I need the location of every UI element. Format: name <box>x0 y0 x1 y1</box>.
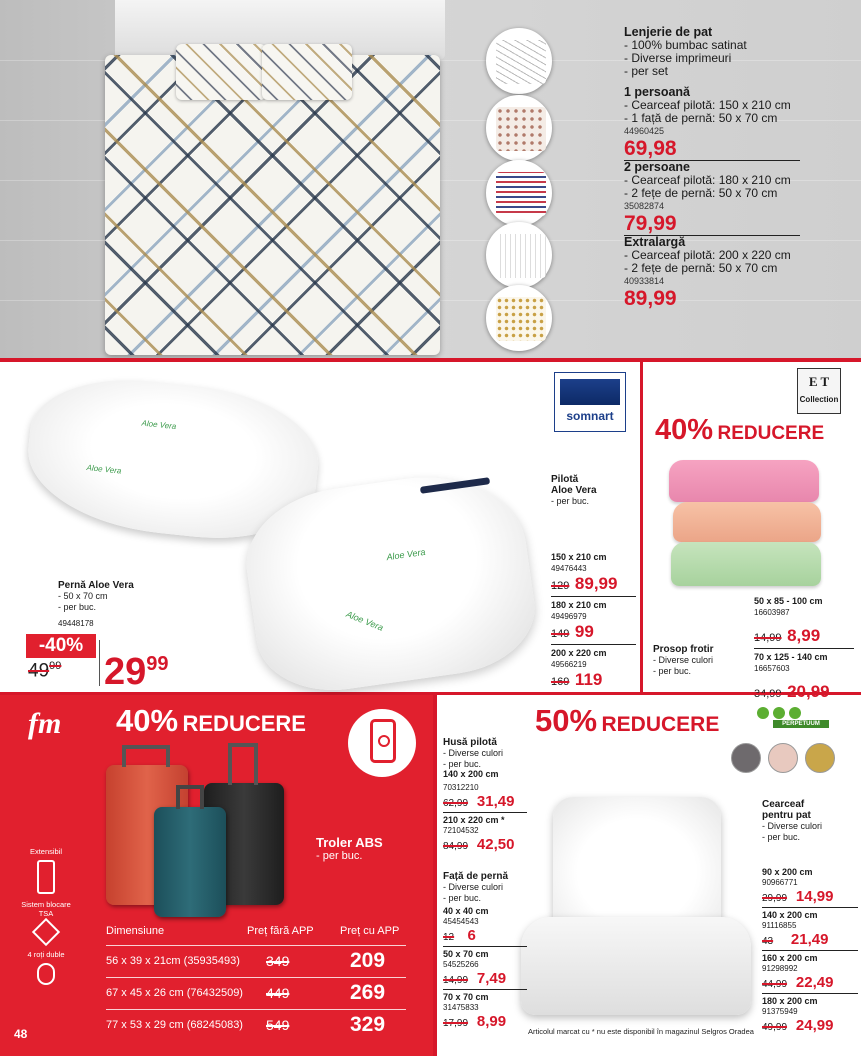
product-code: 49448178 <box>58 619 94 628</box>
old-price: 62,99 <box>443 798 469 809</box>
size-label: 50 x 85 - 100 cm <box>754 596 823 606</box>
new-price: 8,99 <box>476 1013 507 1030</box>
feature-label: 4 roți duble <box>27 950 65 959</box>
duvet-cover-info <box>443 737 533 854</box>
new-price: 20,99 <box>787 682 830 701</box>
product-line: - Diverse culori <box>762 821 823 831</box>
color-swatch[interactable] <box>805 743 835 773</box>
product-code: 49476443 <box>551 564 587 573</box>
new-price <box>104 644 169 692</box>
new-price: 89,99 <box>574 574 618 593</box>
fm-logo: fm <box>28 707 62 740</box>
variant-name: Extralargă <box>624 235 686 249</box>
variant-name: 2 persoane <box>624 160 691 174</box>
banner-word: REDUCERE <box>717 423 825 444</box>
new-price: 14,99 <box>795 888 834 905</box>
product-line: - per buc. <box>58 602 97 612</box>
product-title: Față de pernă <box>443 871 509 882</box>
towel-sizes <box>754 596 854 702</box>
product-code: 49496979 <box>551 612 587 621</box>
app-phone-icon <box>348 709 416 777</box>
pattern-swatch[interactable] <box>486 285 552 351</box>
towel-info <box>653 644 748 677</box>
product-line: - per buc. <box>316 850 363 862</box>
print-label: Aloe Vera <box>86 463 122 476</box>
product-line: - Diverse culori <box>443 748 504 758</box>
table-cell-old: 349 <box>266 953 290 969</box>
new-price: 42,50 <box>476 836 515 853</box>
bed-image <box>105 55 440 355</box>
duvet-info <box>551 474 641 507</box>
double-wheels-icon <box>37 963 55 985</box>
old-price: 49,99 <box>762 1022 788 1033</box>
discount-banner <box>655 414 824 447</box>
size-label: 70 x 70 cm <box>443 992 489 1002</box>
old-price: 17,99 <box>443 1018 469 1029</box>
towel-peach-image <box>673 502 821 542</box>
old-price: 43 <box>762 936 774 947</box>
variant-line: - 2 fețe de pernă: 50 x 70 cm <box>624 261 778 275</box>
bedding-section <box>0 0 861 358</box>
pillow-duvet-section <box>0 362 640 692</box>
product-code: 35082874 <box>624 201 665 211</box>
product-code: 40933814 <box>624 276 665 286</box>
size-label: 210 x 220 cm * <box>443 815 505 825</box>
size-label: 200 x 220 cm <box>551 648 607 658</box>
old-price: 14,99 <box>443 975 469 986</box>
new-price: 22,49 <box>795 974 834 991</box>
tsa-lock-icon <box>32 918 60 946</box>
somnart-logo-text: somnart <box>566 409 614 423</box>
brand-text: PERPETUUM <box>773 720 829 728</box>
product-code: 49566219 <box>551 660 587 669</box>
size-label: 180 x 210 cm <box>551 600 607 610</box>
table-header: Preț fără APP <box>247 925 314 937</box>
extensible-icon <box>37 860 55 894</box>
size-label: 140 x 200 cm <box>762 910 818 920</box>
banner-pct: 40% <box>655 414 714 446</box>
variant-line: - Cearceaf pilotă: 180 x 210 cm <box>624 173 791 187</box>
pillow-image <box>176 44 266 100</box>
features-column <box>20 847 72 989</box>
duvet-sizes <box>551 552 636 690</box>
logo-text: Collection <box>799 395 839 404</box>
product-line: - per buc. <box>443 892 482 903</box>
product-title: Pernă Aloe Vera <box>58 580 134 591</box>
product-line: - Diverse culori <box>653 655 714 665</box>
size-label: 150 x 210 cm <box>551 552 607 562</box>
product-line: - per buc. <box>551 496 590 506</box>
variant-line: - Cearceaf pilotă: 200 x 220 cm <box>624 248 791 262</box>
print-label: Aloe Vera <box>385 546 427 563</box>
size-label: 40 x 40 cm <box>443 906 489 916</box>
product-code: 45454543 <box>443 916 479 926</box>
suitcase-teal-image <box>154 807 226 917</box>
size-label: 50 x 70 cm <box>443 949 489 959</box>
print-label: Aloe Vera <box>344 608 385 633</box>
product-code: 91116855 <box>762 920 797 930</box>
variant-name: 1 persoană <box>624 85 691 99</box>
price-divider <box>99 640 100 686</box>
somnart-logo <box>554 372 626 432</box>
bedding-title: Lenjerie de pat <box>624 25 713 39</box>
variant-price: 79,99 <box>624 213 800 236</box>
table-cell-dim: 67 x 45 x 26 cm (76432509) <box>106 987 243 999</box>
product-code: 90966771 <box>762 877 798 887</box>
discount-badge: -40% <box>26 634 96 658</box>
variant-price: 89,99 <box>624 287 677 310</box>
suitcase-handle <box>228 743 258 785</box>
table-header: Preț cu APP <box>340 925 400 937</box>
towel-section <box>643 362 861 701</box>
table-cell-old: 449 <box>266 985 290 1001</box>
size-label: 140 x 200 cm <box>443 769 499 779</box>
pillowcase-info <box>443 871 533 1031</box>
old-price: 84,99 <box>443 841 469 852</box>
logo-text: E T <box>808 374 830 389</box>
product-title: Husă pilotă <box>443 737 497 748</box>
new-price: 31,49 <box>476 793 515 810</box>
towel-green-image <box>671 542 821 586</box>
bedding-feature: - per set <box>624 64 669 78</box>
pillow-info <box>58 580 198 629</box>
old-price: 129 <box>551 580 570 592</box>
pattern-swatch[interactable] <box>486 95 552 161</box>
fitted-sheet-info <box>762 799 858 842</box>
product-code: 91298992 <box>762 963 798 973</box>
luggage-price-table <box>106 925 406 1041</box>
product-title: Cearceaf <box>762 799 805 810</box>
variant-line: - 1 față de pernă: 50 x 70 cm <box>624 111 778 125</box>
bedding-feature: - Diverse imprimeuri <box>624 51 732 65</box>
table-row <box>106 978 406 1009</box>
table-cell-new: 269 <box>350 981 386 1004</box>
table-cell-dim: 77 x 53 x 29 cm (68245083) <box>106 1019 243 1031</box>
product-line: - per buc. <box>443 758 482 769</box>
product-line: - per buc. <box>653 666 692 676</box>
color-swatch[interactable] <box>731 743 761 773</box>
suitcase-handle <box>176 785 204 809</box>
new-price-int: 29 <box>104 651 147 693</box>
new-price: 7,49 <box>476 970 507 987</box>
product-code: 44960425 <box>624 126 665 136</box>
folded-bedding-image <box>521 917 751 1015</box>
new-price: 6 <box>467 927 476 944</box>
pattern-swatch[interactable] <box>486 222 552 288</box>
page-number: 48 <box>14 1027 28 1041</box>
new-price: 24,99 <box>795 1017 834 1034</box>
luggage-info <box>316 835 383 862</box>
old-price-int: 49 <box>28 660 50 682</box>
new-price-dec: 99 <box>146 653 169 675</box>
banner-word: REDUCERE <box>601 713 720 736</box>
banner-pct: 50% <box>535 703 598 738</box>
old-price: 12 <box>443 932 455 943</box>
old-price: 169 <box>551 676 570 688</box>
old-price: 44,99 <box>762 979 788 990</box>
product-line: - 50 x 70 cm <box>58 591 108 601</box>
size-label: 90 x 200 cm <box>762 867 813 877</box>
product-title: Prosop frotir <box>653 644 714 655</box>
bedding-info <box>624 26 804 310</box>
product-code: 91375949 <box>762 1006 798 1016</box>
fitted-sheet-sizes <box>762 867 858 1035</box>
bedding-feature: - 100% bumbac satinat <box>624 38 747 52</box>
product-title: Troler ABS <box>316 835 383 850</box>
product-code: 70312210 <box>443 782 479 792</box>
new-price: 99 <box>574 622 594 641</box>
print-label: Aloe Vera <box>141 418 177 432</box>
old-price: 14,99 <box>754 632 782 644</box>
old-price: 29,99 <box>762 893 788 904</box>
product-code: 72104532 <box>443 825 479 835</box>
discount-banner <box>535 703 719 739</box>
old-price <box>28 660 61 682</box>
size-label: 70 x 125 - 140 cm <box>754 652 828 662</box>
table-cell-dim: 56 x 39 x 21cm (35935493) <box>106 955 240 967</box>
new-price: 21,49 <box>790 931 829 948</box>
pattern-swatch[interactable] <box>486 28 552 94</box>
feature-label: Extensibil <box>29 847 63 856</box>
variant-line: - 2 fețe de pernă: 50 x 70 cm <box>624 186 778 200</box>
variant-line: - Cearceaf pilotă: 150 x 210 cm <box>624 98 791 112</box>
size-label: 180 x 200 cm <box>762 996 818 1006</box>
product-title: Aloe Vera <box>551 485 597 496</box>
perpetuum-logo <box>753 707 829 731</box>
color-swatch[interactable] <box>768 743 798 773</box>
bedding-sale-section <box>437 695 861 1056</box>
feature-label: Sistem blocare TSA <box>21 900 71 918</box>
product-code: 31475833 <box>443 1002 479 1012</box>
pattern-swatch[interactable] <box>486 160 552 226</box>
table-row <box>106 946 406 977</box>
product-code: 54525266 <box>443 959 479 969</box>
footnote: Articolul marcat cu * nu este disponibil în magazinul Selgros Oradea <box>528 1027 754 1036</box>
product-line: - Diverse culori <box>443 882 504 892</box>
luggage-section <box>0 695 433 1056</box>
pillow-image <box>262 44 352 100</box>
product-code: 16603987 <box>754 608 790 617</box>
table-row <box>106 1010 406 1041</box>
product-line: - per buc. <box>762 831 801 842</box>
variant-price: 69,98 <box>624 138 800 161</box>
new-price: 119 <box>574 670 603 689</box>
et-collection-logo <box>797 368 841 414</box>
product-title: Pilotă <box>551 474 579 485</box>
size-label: 160 x 200 cm <box>762 953 818 963</box>
old-price-dec: 99 <box>49 660 62 672</box>
discount-banner <box>116 703 306 739</box>
towel-pink-image <box>669 460 819 502</box>
table-cell-new: 329 <box>350 1013 386 1036</box>
banner-pct: 40% <box>116 703 179 738</box>
product-title: pentru pat <box>762 810 811 821</box>
new-price: 8,99 <box>787 626 821 645</box>
suitcase-handle <box>122 745 170 767</box>
table-cell-old: 549 <box>266 1017 290 1033</box>
table-cell-new: 209 <box>350 949 386 972</box>
banner-word: REDUCERE <box>182 711 306 736</box>
old-price: 34,99 <box>754 688 782 700</box>
product-code: 16657603 <box>754 664 790 673</box>
table-header: Dimensiune <box>106 925 165 937</box>
old-price: 149 <box>551 628 570 640</box>
